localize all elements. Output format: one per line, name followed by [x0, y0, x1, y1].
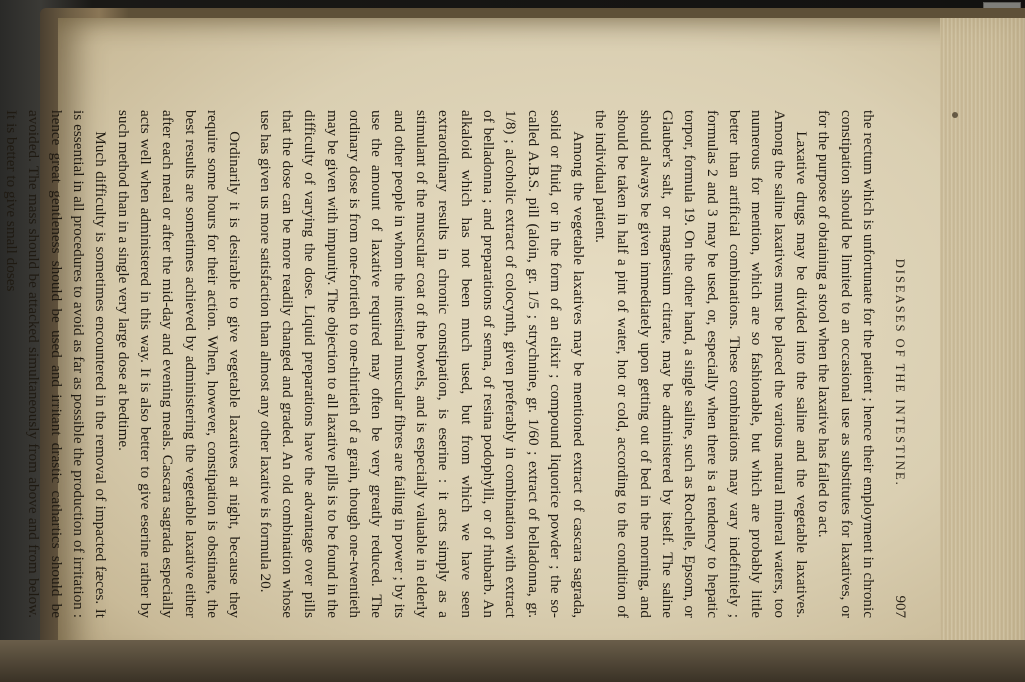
paragraph: Among the vegetable laxatives may be mentioned extract of cascara sagrada, solid or fluid, or in the form of an elixir ; compound liquorice powder ; the so-called A.B.S. pill (aloin, gr. 1/5 ; strychnine, gr. 1/60 ; extract of belladonna, gr. 1/8) ; alcoholic extract of colocynth, given preferably in combination with extract of belladonna ; and preparations of senna, of resina podophylli, or of rhubarb. An alkaloid which has not been much used, but from which we have seen extraordinary results in chronic constipation, is eserine : it acts simply as a stimulant of the muscular coat of the bowels, and is especially valuable in elderly and other people in whom the intestinal muscular fibres are failing in power ; by its use the amount of laxative required may often be very greatly reduced. The ordinary dose is from one-fortieth to one-thirtieth of a grain, though one-twentieth may be given with impunity. The objection to all laxative pills is to be found in the difficulty of varying the dose. Liquid preparations have the advantage over pills that the dose can be more readily changed and graded. An old combination whose use has given us more satisfaction than almost any other laxative is formula 20. — [256, 110, 587, 618]
ink-spot — [952, 112, 958, 118]
paragraph: Much difficulty is sometimes encountered in the removal of impacted fæces. It is essential in all procedures to avoid as far as possible the production of irritation : hence great gentleness should be used and irritant drastic cathartics should be avoided. The mass should be attacked simultaneously from above and from below. It is better to give small doses — [2, 110, 110, 618]
running-head-title: DISEASES OF THE INTESTINE. — [893, 258, 907, 487]
facing-page-edge — [0, 640, 1025, 682]
page-text-frame — [2, 110, 908, 618]
page-number: 907 — [892, 595, 908, 618]
paragraph: the rectum which is unfortunate for the patient ; hence their employment in chronic constipation should be limited to an occasional use as substitutes for laxatives, or for the purpose of obtaining a stool when the laxative has failed to act. — [815, 110, 877, 618]
running-head — [891, 110, 908, 618]
paragraph: Ordinarily it is desirable to give vegetable laxatives at night, because they require some hours for their action. When, however, constipation is obstinate, the best results are sometimes achieved by administering the vegetable laxative either after each meal or after the mid-day and evening meals. Cascara sagrada especially acts well when administered in this way. It is also better to give eserine rather by such method than in a single very large dose at bedtime. — [114, 110, 244, 618]
paragraph: Laxative drugs may be divided into the saline and the vegetable laxatives. Among the saline laxatives must be placed the various natural mineral waters, too numerous for mention, which are so fashionable, but which are probably little better than artificial combinations. These combinations may vary indefinitely ; formulas 2 and 3 may be used, or, especially when there is a tendency to hepatic torpor, formula 19. On the other hand, a single saline, such as Rochelle, Epsom, or Glauber's salt, or magnesium citrate, may be administered by itself. The saline should always be given immediately upon getting out of bed in the morning, and should be taken in half a pint of water, hot or cold, according to the condition of the individual patient. — [591, 110, 810, 618]
body-text — [0, 110, 879, 618]
